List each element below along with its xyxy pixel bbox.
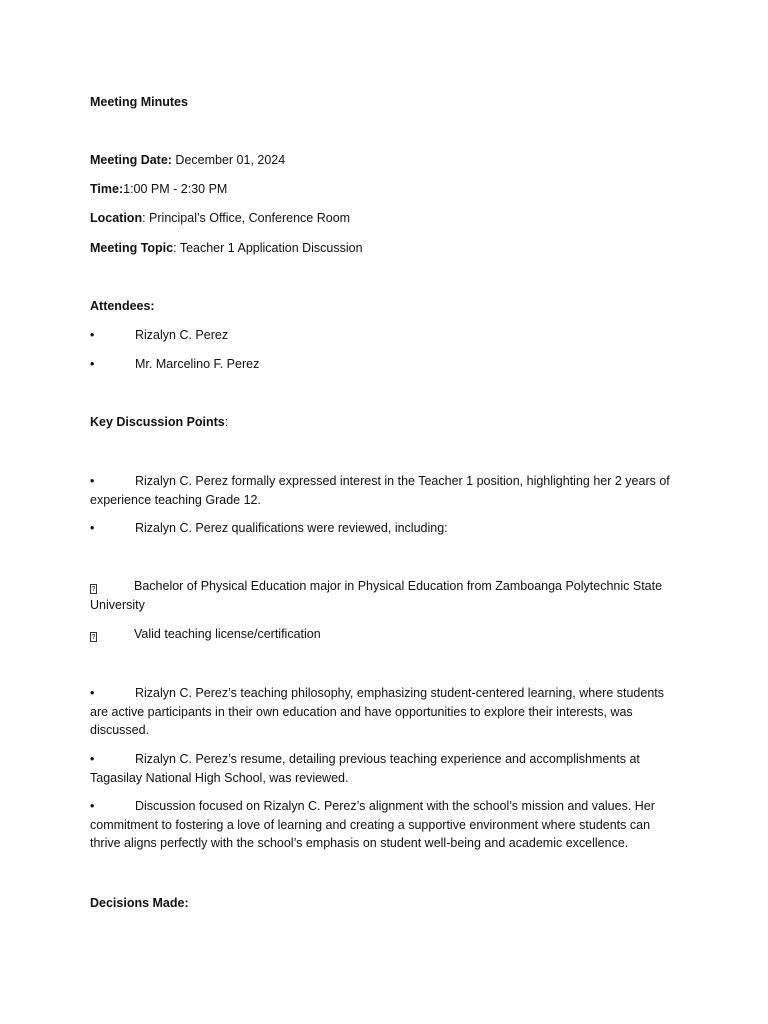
bullet-icon: • — [90, 328, 95, 342]
qualification-text: Bachelor of Physical Education major in Physical Education from Zamboanga Polytechnic State University — [90, 579, 663, 612]
discussion-point — [90, 472, 680, 509]
meeting-time-value: 1:00 PM - 2:30 PM — [123, 182, 228, 196]
qualification-text: Valid teaching license/certification — [134, 627, 321, 641]
key-points-heading-line — [90, 413, 680, 432]
meeting-date-line — [90, 151, 680, 170]
discussion-point — [90, 797, 680, 853]
meeting-topic-line — [90, 239, 680, 258]
discussion-point-text: Discussion focused on Rizalyn C. Perez’s alignment with the school’s mission and values. Her commitment to fostering a love of learning and creating a supportive environment where students can thrive aligns perfectly with the school’s emphasis on student well-being and academic excellence. — [90, 799, 655, 850]
discussion-point — [90, 750, 680, 787]
attendee-name: Mr. Marcelino F. Perez — [135, 357, 260, 371]
meeting-time-line — [90, 180, 680, 199]
key-points-heading: Key Discussion Points — [90, 415, 225, 429]
attendee-name: Rizalyn C. Perez — [135, 328, 229, 342]
meeting-location-value: : Principal’s Office, Conference Room — [142, 211, 351, 225]
qualification-item — [90, 625, 680, 644]
discussion-point-text: Rizalyn C. Perez’s teaching philosophy, emphasizing student-centered learning, where students are active participants in their own education and have opportunities to explore their interests, was discussed. — [90, 686, 665, 737]
discussion-point — [90, 519, 680, 538]
bullet-icon: • — [90, 752, 95, 766]
bullet-icon: • — [90, 474, 95, 488]
document-title: Meeting Minutes — [90, 95, 188, 109]
meeting-topic-label: Meeting Topic — [90, 241, 174, 255]
missing-glyph-icon: ? — [91, 634, 96, 641]
meeting-date-label: Meeting Date: — [90, 153, 172, 167]
meeting-location-line — [90, 209, 680, 228]
attendees-heading: Attendees: — [90, 299, 155, 313]
qualification-item — [90, 577, 680, 614]
meeting-topic-value: : Teacher 1 Application Discussion — [173, 241, 363, 255]
discussion-point-text: Rizalyn C. Perez qualifications were reviewed, including: — [135, 521, 448, 535]
discussion-point-text: Rizalyn C. Perez’s resume, detailing previous teaching experience and accomplishments at Tagasilay National High School, was reviewed. — [90, 752, 640, 785]
missing-glyph-icon: ? — [91, 586, 96, 593]
decisions-heading: Decisions Made: — [90, 896, 189, 910]
meeting-date-value: December 01, 2024 — [171, 153, 286, 167]
meeting-location-label: Location — [90, 211, 143, 225]
meeting-time-label: Time: — [90, 182, 124, 196]
bullet-icon: • — [90, 521, 95, 535]
discussion-point-text: Rizalyn C. Perez formally expressed interest in the Teacher 1 position, highlighting her 2 years of experience teaching Grade 12. — [90, 474, 670, 507]
attendee-item — [90, 326, 680, 345]
key-points-heading-colon: : — [224, 415, 229, 429]
bullet-icon: • — [90, 799, 95, 813]
attendee-item — [90, 355, 680, 374]
discussion-point — [90, 684, 680, 740]
bullet-icon: • — [90, 357, 95, 371]
bullet-icon: • — [90, 686, 95, 700]
